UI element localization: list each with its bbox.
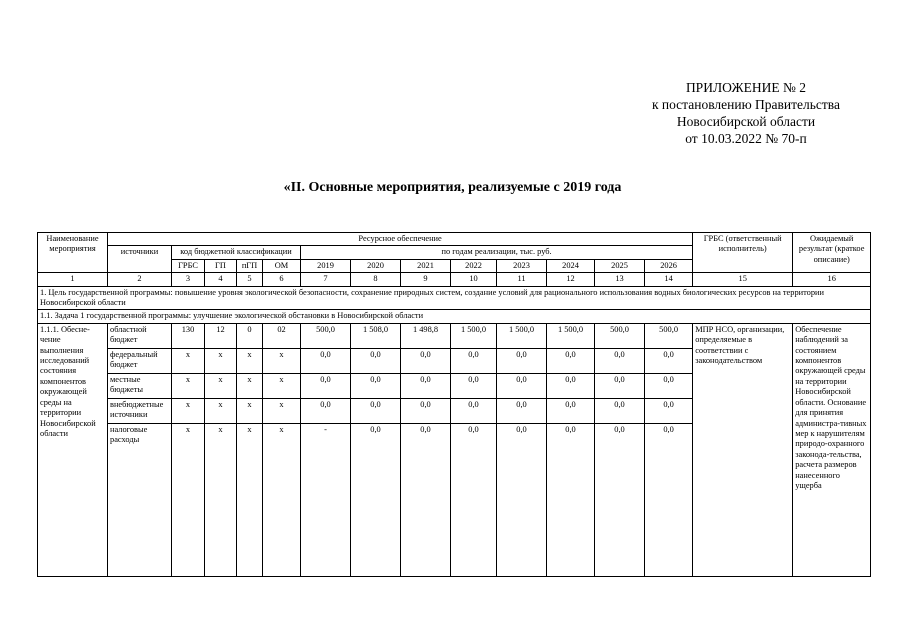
value-cell: 0,0 xyxy=(351,348,401,373)
budget-code-header: код бюджетной классификации xyxy=(172,246,301,259)
appendix-block xyxy=(652,79,840,147)
column-number: 3 xyxy=(172,273,205,286)
value-cell: 0,0 xyxy=(451,373,497,398)
code-header: ОМ xyxy=(263,259,301,272)
column-number: 11 xyxy=(497,273,547,286)
code-cell: 0 xyxy=(237,323,263,348)
year-header: 2024 xyxy=(547,259,595,272)
source-cell: внебюджетные источники xyxy=(108,398,172,423)
value-cell: 0,0 xyxy=(401,348,451,373)
code-cell: x xyxy=(172,373,205,398)
value-cell: 0,0 xyxy=(645,373,693,398)
result-cell: Обеспечение наблюдений за состоянием компонентов окружающей среды на территории Новосибирской области. Основание для принятия администра-тивных мер к нарушителям природо-охранного законода-тельства, расчета размеров нанесенного ущерба xyxy=(793,323,871,576)
value-cell: 0,0 xyxy=(547,373,595,398)
value-cell: 0,0 xyxy=(401,373,451,398)
code-cell: x xyxy=(237,373,263,398)
code-cell: x xyxy=(205,348,237,373)
value-cell: 0,0 xyxy=(497,398,547,423)
code-cell: x xyxy=(205,373,237,398)
code-header: пГП xyxy=(237,259,263,272)
page-title: «II. Основные мероприятия, реализуемые с 2019 года xyxy=(283,180,622,195)
value-cell: 0,0 xyxy=(451,348,497,373)
table-row xyxy=(38,323,871,348)
code-header: ГП xyxy=(205,259,237,272)
year-header: 2026 xyxy=(645,259,693,272)
code-cell: x xyxy=(172,398,205,423)
year-header: 2023 xyxy=(497,259,547,272)
year-header: 2022 xyxy=(451,259,497,272)
value-cell: 0,0 xyxy=(595,373,645,398)
value-cell: 1 500,0 xyxy=(451,323,497,348)
column-number: 16 xyxy=(793,273,871,286)
code-cell: x xyxy=(237,398,263,423)
value-cell: 0,0 xyxy=(595,348,645,373)
value-cell: 0,0 xyxy=(401,423,451,576)
value-cell: 0,0 xyxy=(645,423,693,576)
code-cell: 12 xyxy=(205,323,237,348)
code-cell: x xyxy=(237,423,263,576)
code-cell: 130 xyxy=(172,323,205,348)
value-cell: 0,0 xyxy=(497,373,547,398)
value-cell: 1 508,0 xyxy=(351,323,401,348)
measures-table xyxy=(37,232,871,577)
value-cell: - xyxy=(301,423,351,576)
value-cell: 0,0 xyxy=(451,423,497,576)
column-number: 4 xyxy=(205,273,237,286)
code-cell: x xyxy=(263,348,301,373)
code-cell: x xyxy=(205,423,237,576)
value-cell: 0,0 xyxy=(645,348,693,373)
year-header: 2020 xyxy=(351,259,401,272)
source-cell: налоговые расходы xyxy=(108,423,172,576)
column-number: 13 xyxy=(595,273,645,286)
code-cell: x xyxy=(263,373,301,398)
code-cell: x xyxy=(237,348,263,373)
value-cell: 1 500,0 xyxy=(497,323,547,348)
value-cell: 0,0 xyxy=(401,398,451,423)
column-number: 10 xyxy=(451,273,497,286)
goal-text: 1. Цель государственной программы: повышение уровня экологической безопасности, сохранение природных систем, создание условий для рационального использования водных биологических ресурсов на территории Новосибирской области xyxy=(38,286,871,310)
source-cell: местные бюджеты xyxy=(108,373,172,398)
code-header: ГРБС xyxy=(172,259,205,272)
value-cell: 500,0 xyxy=(645,323,693,348)
value-cell: 0,0 xyxy=(451,398,497,423)
value-cell: 1 500,0 xyxy=(547,323,595,348)
column-number: 7 xyxy=(301,273,351,286)
column-number: 14 xyxy=(645,273,693,286)
column-numbers-row xyxy=(38,273,871,286)
appendix-title: ПРИЛОЖЕНИЕ № 2 xyxy=(685,80,806,95)
column-number: 1 xyxy=(38,273,108,286)
col-grbs-header: ГРБС (ответственный исполнитель) xyxy=(693,233,793,273)
column-number: 12 xyxy=(547,273,595,286)
column-number: 2 xyxy=(108,273,172,286)
column-number: 8 xyxy=(351,273,401,286)
code-cell: x xyxy=(263,423,301,576)
col-expected-header: Ожидаемый результат (краткое описание) xyxy=(793,233,871,273)
value-cell: 0,0 xyxy=(595,398,645,423)
header-row xyxy=(38,233,871,246)
col-name-header: Наименование мероприятия xyxy=(38,233,108,273)
value-cell: 0,0 xyxy=(595,423,645,576)
appendix-line: Новосибирской области xyxy=(676,114,816,129)
value-cell: 0,0 xyxy=(497,423,547,576)
code-cell: x xyxy=(172,348,205,373)
years-header: по годам реализации, тыс. руб. xyxy=(301,246,693,259)
year-header: 2019 xyxy=(301,259,351,272)
resource-header: Ресурсное обеспечение xyxy=(108,233,693,246)
task-text: 1.1. Задача 1 государственной программы: улучшение экологической обстановки в Новосибирской области xyxy=(38,310,871,323)
code-cell: x xyxy=(172,423,205,576)
value-cell: 0,0 xyxy=(547,398,595,423)
value-cell: 0,0 xyxy=(547,348,595,373)
source-cell: федеральный бюджет xyxy=(108,348,172,373)
value-cell: 500,0 xyxy=(595,323,645,348)
column-number: 15 xyxy=(693,273,793,286)
value-cell: 0,0 xyxy=(351,373,401,398)
executor-cell: МПР НСО, организации, определяемые в соответствии с законодательством xyxy=(693,323,793,576)
value-cell: 0,0 xyxy=(497,348,547,373)
year-header: 2021 xyxy=(401,259,451,272)
value-cell: 0,0 xyxy=(351,398,401,423)
year-header: 2025 xyxy=(595,259,645,272)
column-number: 6 xyxy=(263,273,301,286)
value-cell: 0,0 xyxy=(301,398,351,423)
value-cell: 0,0 xyxy=(301,373,351,398)
task-row xyxy=(38,310,871,323)
value-cell: 1 498,8 xyxy=(401,323,451,348)
value-cell: 0,0 xyxy=(645,398,693,423)
code-cell: x xyxy=(263,398,301,423)
col-sources-header: источники xyxy=(108,246,172,273)
goal-row xyxy=(38,286,871,310)
measure-name: 1.1.1. Обесне-чение выполнения исследований состояния компонентов окружающей среды на территории Новосибирской области xyxy=(38,323,108,576)
code-cell: x xyxy=(205,398,237,423)
value-cell: 0,0 xyxy=(547,423,595,576)
value-cell: 0,0 xyxy=(351,423,401,576)
column-number: 9 xyxy=(401,273,451,286)
value-cell: 500,0 xyxy=(301,323,351,348)
appendix-line: к постановлению Правительства xyxy=(651,97,840,112)
column-number: 5 xyxy=(237,273,263,286)
code-cell: 02 xyxy=(263,323,301,348)
value-cell: 0,0 xyxy=(301,348,351,373)
appendix-date: от 10.03.2022 № 70-п xyxy=(685,131,807,146)
source-cell: областной бюджет xyxy=(108,323,172,348)
